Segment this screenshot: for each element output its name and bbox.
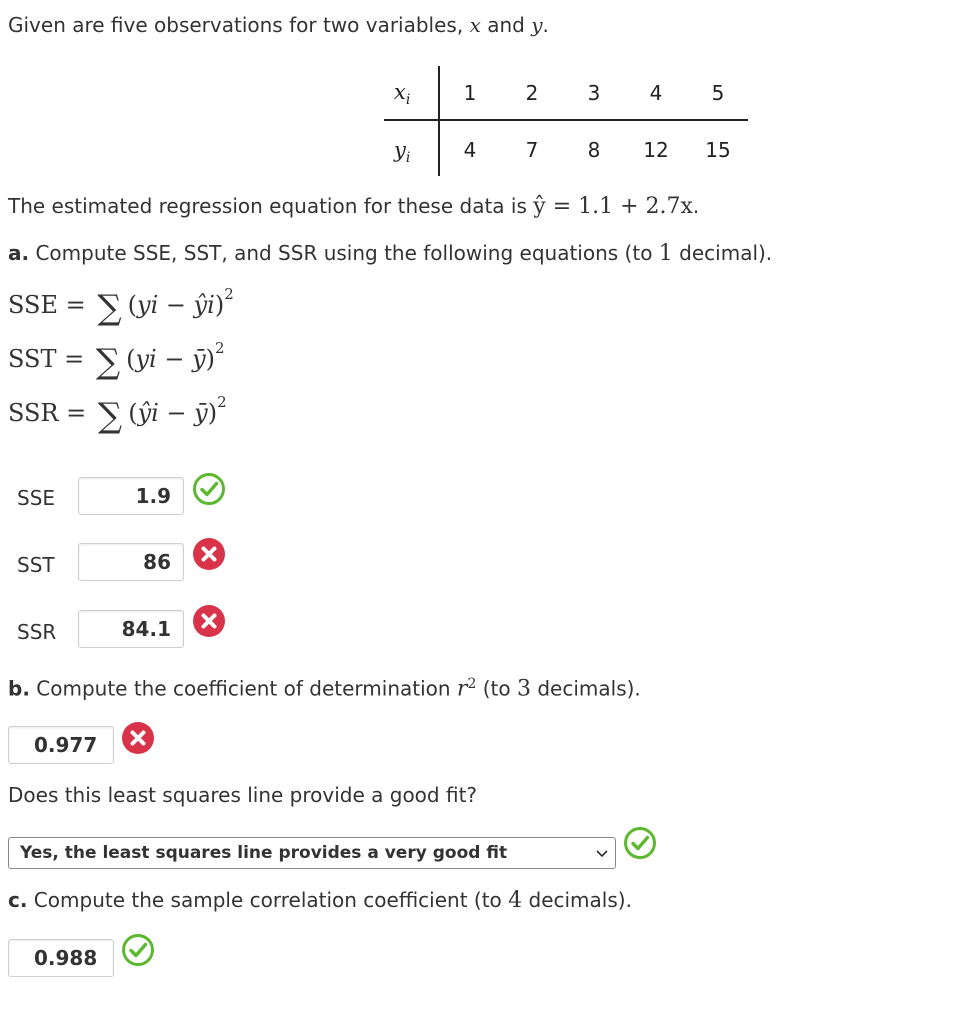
correct-check-icon — [121, 933, 155, 967]
incorrect-x-icon — [121, 721, 155, 755]
part-a-prompt: a. Compute SSE, SST, and SSR using the following equations (to 1 decimal). — [8, 241, 773, 266]
chevron-down-icon — [595, 846, 609, 860]
part-b-prompt: b. Compute the coefficient of determination $r^2$ (to 3 decimals). — [8, 676, 641, 702]
intro-text: Given are five observations for two variables, x and y. — [8, 13, 549, 37]
x-value-4: 4 — [649, 81, 663, 105]
y-value-4: 12 — [643, 138, 669, 162]
table-vertical-divider — [438, 66, 440, 176]
incorrect-x-icon — [192, 604, 226, 638]
y-value-2: 7 — [525, 138, 539, 162]
y-value-1: 4 — [463, 138, 477, 162]
sse-input[interactable]: 1.9 — [78, 477, 184, 515]
r-squared-input[interactable]: 0.977 — [8, 726, 114, 764]
formula-sst: SST = ∑ (yi − ȳ)$^2$ — [8, 339, 225, 382]
regression-equation: ŷ = 1.1 + 2.7x — [533, 194, 693, 219]
ssr-input[interactable]: 84.1 — [78, 610, 184, 648]
y-value-5: 15 — [705, 138, 731, 162]
row-label-x: $x_i$ — [394, 80, 411, 109]
x-value-3: 3 — [587, 81, 601, 105]
row-label-y: $y_i$ — [394, 138, 411, 167]
part-c-prompt: c. Compute the sample correlation coefficient (to 4 decimals). — [8, 888, 632, 913]
sst-input[interactable]: 86 — [78, 543, 184, 581]
x-value-1: 1 — [463, 81, 477, 105]
data-table — [384, 66, 748, 176]
fit-question: Does this least squares line provide a good fit? — [8, 783, 478, 807]
x-value-2: 2 — [525, 81, 539, 105]
ssr-label: SSR — [17, 620, 57, 644]
incorrect-x-icon — [192, 537, 226, 571]
correct-check-icon — [623, 826, 657, 860]
correlation-input[interactable]: 0.988 — [8, 939, 114, 977]
x-value-5: 5 — [711, 81, 725, 105]
y-value-3: 8 — [587, 138, 601, 162]
regression-sentence: The estimated regression equation for these data is ŷ = 1.1 + 2.7x. — [8, 194, 700, 219]
formula-sse: SSE = ∑ (yi − ŷi)$^2$ — [8, 285, 234, 328]
table-horizontal-divider — [384, 119, 748, 121]
fit-dropdown[interactable] — [8, 837, 616, 869]
sst-label: SST — [17, 553, 55, 577]
formula-ssr: SSR = ∑ (ŷi − ȳ)$^2$ — [8, 393, 227, 436]
fit-dropdown-selected: Yes, the least squares line provides a very good fit — [20, 843, 508, 863]
sse-label: SSE — [17, 486, 56, 510]
correct-check-icon — [192, 472, 226, 506]
